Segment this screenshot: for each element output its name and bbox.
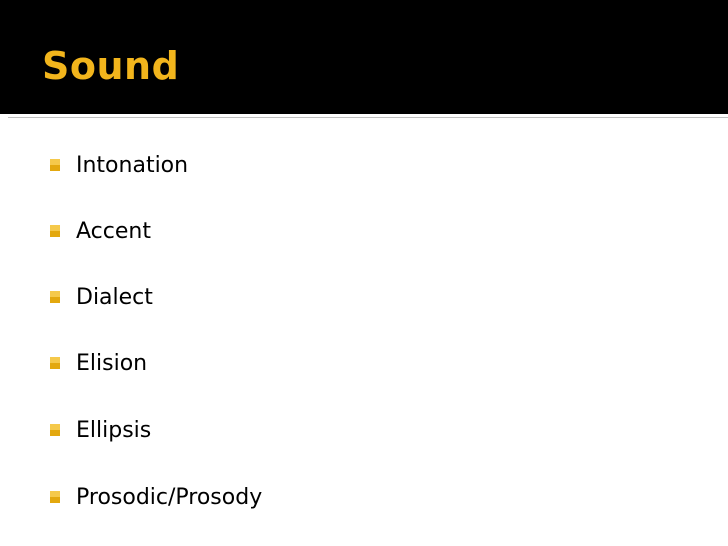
bullet-text: Accent [76, 219, 151, 244]
title-divider [8, 117, 728, 118]
square-bullet-icon [50, 225, 60, 237]
bullet-text: Elision [76, 351, 148, 376]
slide-title: Sound [42, 44, 180, 88]
square-bullet-icon [50, 159, 60, 171]
title-bar [0, 0, 728, 114]
bullet-text: Intonation [76, 153, 189, 178]
bullet-item [50, 152, 550, 182]
bullet-item [50, 350, 550, 380]
square-bullet-icon [50, 424, 60, 436]
bullet-item [50, 284, 550, 314]
bullet-text: Prosodic/Prosody [76, 485, 263, 510]
square-bullet-icon [50, 357, 60, 369]
square-bullet-icon [50, 491, 60, 503]
bullet-text: Dialect [76, 285, 153, 310]
bullet-item [50, 218, 550, 248]
bullet-item [50, 417, 550, 447]
bullet-text: Ellipsis [76, 418, 152, 443]
bullet-item [50, 484, 550, 514]
square-bullet-icon [50, 291, 60, 303]
